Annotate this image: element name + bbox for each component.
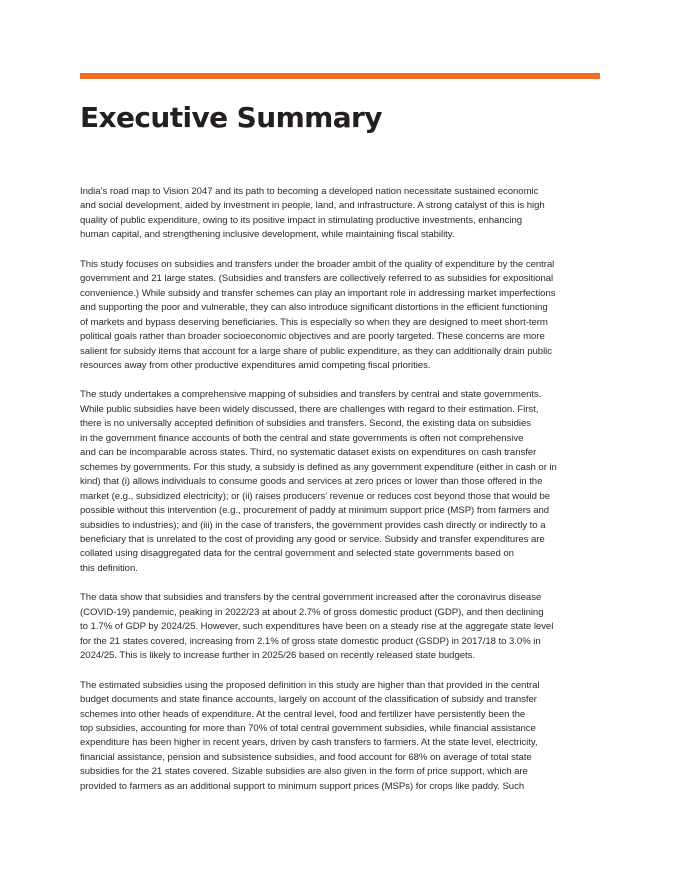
text-line: top subsidies, accounting for more than 70% of total central government subsidies, while financial assistance [80,722,536,734]
paragraph-estimated-subsidies [80,679,601,795]
text-line: and supporting the poor and vulnerable, they can also introduce significant distortions in the efficient functioning [80,302,548,314]
text-line: India’s road map to Vision 2047 and its path to becoming a developed nation necessitate sustained economic [80,186,539,197]
text-line: convenience.) While subsidy and transfer schemes can play an important role in addressing market imperfections [80,287,556,299]
paragraph-methodology [80,388,601,576]
text-line: possible without this intervention (e.g., procurement of paddy at minimum support price (MSP) from farmers and [80,505,550,517]
paragraph-data-trends [80,591,601,663]
text-line: quality of public expenditure, owing to its positive impact in stimulating productive investments, enhancing [80,214,523,226]
text-line: The study undertakes a comprehensive mapping of subsidies and transfers by central and state governments. [80,389,542,401]
text-line: for the 21 states covered, increasing from 2.1% of gross state domestic product (GSDP) in 2017/18 to 3.0% in [80,635,541,647]
text-line: This study focuses on subsidies and transfers under the broader ambit of the quality of expenditure by the central [80,258,555,270]
text-line: political goals rather than broader socioeconomic objectives and are poorly targeted. These concerns are more [80,331,545,343]
text-line: kind) that (i) allows individuals to consume goods and services at zero prices or lower than those offered in the [80,476,543,488]
text-line: salient for subsidy items that account for a large share of public expenditure, as they can additionally drain public [80,345,552,357]
text-line: 2024/25. This is likely to increase further in 2025/26 based on recently released state budgets. [80,650,476,662]
text-line: The data show that subsidies and transfers by the central government increased after the coronavirus disease [80,592,542,604]
text-line: resources away from other productive expenditures amid competing fiscal priorities. [80,359,431,371]
header-accent-bar [80,73,600,79]
text-line: schemes by governments. For this study, a subsidy is defined as any government expenditure (either in cash or in [80,461,557,473]
text-line: and social development, aided by investment in people, land, and infrastructure. A strong catalyst of this is high [80,200,545,212]
text-line: there is no universally accepted definition of subsidies and transfers. Second, the existing data on subsidies [80,418,532,430]
page-title: Executive Summary [80,101,382,134]
text-line: beneficiary that is unrelated to the cost of providing any good or service. Subsidy and transfer expenditures are [80,533,545,545]
text-line: collated using disaggregated data for the central government and selected state governments based on [80,548,514,560]
text-line: expenditure has been higher in recent years, driven by cash transfers to farmers. At the state level, electricity, [80,737,538,749]
text-line: budget documents and state finance accounts, largely on account of the classification of subsidy and transfer [80,694,537,706]
text-line: While public subsidies have been widely discussed, there are challenges with regard to their estimation. First, [80,403,539,415]
text-line: government and 21 large states. (Subsidies and transfers are collectively referred to as subsidies for expositional [80,273,554,285]
text-line: human capital, and strengthening inclusive development, while maintaining fiscal stability. [80,229,455,241]
text-line: in the government finance accounts of both the central and state governments is often not comprehensive [80,432,524,444]
paragraph-vision-2047 [80,185,601,243]
document-body [80,185,601,809]
text-line: this definition. [80,562,138,574]
text-line: provided to farmers as an additional support to minimum support prices (MSPs) for crops like paddy. Such [80,780,525,792]
text-line: and can be incomparable across states. Third, no systematic dataset exists on expenditures on cash transfer [80,447,537,459]
text-line: subsidies for the 21 states covered. Sizable subsidies are also given in the form of price support, which are [80,766,528,778]
text-line: schemes into other heads of expenditure. At the central level, food and fertilizer have persistently been the [80,708,526,720]
text-line: market (e.g., subsidized electricity); or (ii) raises producers’ revenue or reduces cost beyond those that would be [80,490,551,502]
text-line: subsidies to industries); and (iii) in the case of transfers, the government provides cash directly or indirectly to a [80,519,546,531]
text-line: of markets and bypass deserving beneficiaries. This is especially so when they are designed to meet short-term [80,316,548,328]
text-line: to 1.7% of GDP by 2024/25. However, such expenditures have been on a steady rise at the aggregate state level [80,621,554,633]
text-line: (COVID-19) pandemic, peaking in 2022/23 at about 2.7% of gross domestic product (GDP), and then declining [80,606,544,618]
text-line: financial assistance, pension and subsistence subsidies, and food account for 68% on average of total state [80,751,532,763]
text-line: The estimated subsidies using the proposed definition in this study are higher than that provided in the central [80,679,540,691]
paragraph-study-focus [80,258,601,374]
